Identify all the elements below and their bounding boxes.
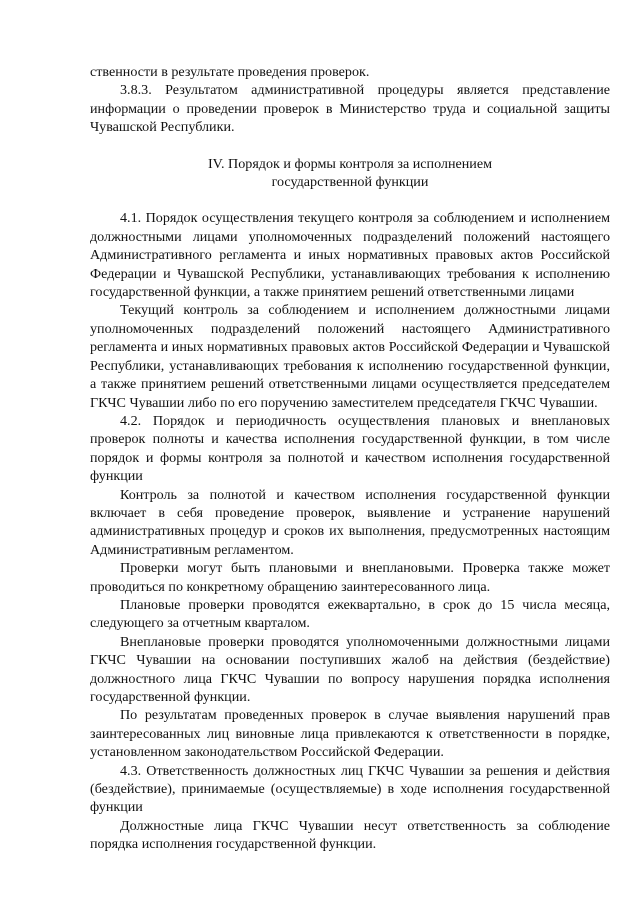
paragraph-unplanned-inspections: Внеплановые проверки проводятся уполномоченными должностными лицами ГКЧС Чувашии на основании поступивших жалоб на действия (бездействие) должностного лица ГКЧС Чувашии по вопросу нарушения порядка исполнения государственной функции. <box>90 633 610 705</box>
paragraph-planned-inspections: Плановые проверки проводятся ежеквартально, в срок до 15 числа месяца, следующего за отчетным кварталом. <box>90 596 610 632</box>
paragraph-inspection-types: Проверки могут быть плановыми и внеплановыми. Проверка также может проводиться по конкретному обращению заинтересованного лица. <box>90 560 610 595</box>
section-heading-line-1: IV. Порядок и формы контроля за исполнением <box>207 155 493 172</box>
paragraph-current-control: Текущий контроль за соблюдением и исполнением должностными лицами уполномоченных подразделений положений настоящего Административного регламента и иных нормативных правовых актов Российской Федерации и Чувашской Республики, устанавливающих требования к исполнению государственной функции, а также принятием решений ответственными лицами осуществляется председателем ГКЧС Чувашии либо по его поручению заместителем председателя ГКЧС Чувашии. <box>90 302 610 411</box>
paragraph-inspection-results: По результатам проведенных проверок в случае выявления нарушений прав заинтересованных лиц виновные лица привлекаются к ответственности в порядке, установленном законодательством Российской Федерации. <box>90 707 610 761</box>
spacer <box>90 191 610 209</box>
paragraph-4-3: 4.3. Ответственность должностных лиц ГКЧС Чувашии за решения и действия (бездействие), принимаемые (осуществляемые) в ходе исполнения государственной функции <box>90 762 610 816</box>
paragraph-3-8-3: 3.8.3. Результатом административной процедуры является представление информации о проведении проверок в Министерство труда и социальной защиты Чувашской Республики. <box>90 82 610 136</box>
section-heading-line-2: государственной функции <box>271 174 429 191</box>
paragraph-quality-control: Контроль за полнотой и качеством исполнения государственной функции включает в себя проведение проверок, выявление и устранение нарушений административных процедур и сроков их выполнения, предусмотренных настоящим Административным регламентом. <box>90 486 610 558</box>
paragraph-4-1: 4.1. Порядок осуществления текущего контроля за соблюдением и исполнением должностными лицами уполномоченных подразделений положений настоящего Административного регламента и иных нормативных правовых актов Российской Федерации и Чувашской Республики, устанавливающих требования к исполнению государственной функции, а также принятием решений ответственными лицами <box>90 210 610 301</box>
paragraph-officials-responsibility: Должностные лица ГКЧС Чувашии несут ответственность за соблюдение порядка исполнения государственной функции. <box>90 817 610 853</box>
document-body <box>90 63 610 854</box>
spacer <box>90 137 610 155</box>
paragraph-4-2: 4.2. Порядок и периодичность осуществления плановых и внеплановых проверок полноты и качества исполнения государственной функции, в том числе порядок и формы контроля за полнотой и качеством исполнения государственной функции <box>90 412 610 485</box>
paragraph-continuation: ственности в результате проведения проверок. <box>90 64 370 80</box>
